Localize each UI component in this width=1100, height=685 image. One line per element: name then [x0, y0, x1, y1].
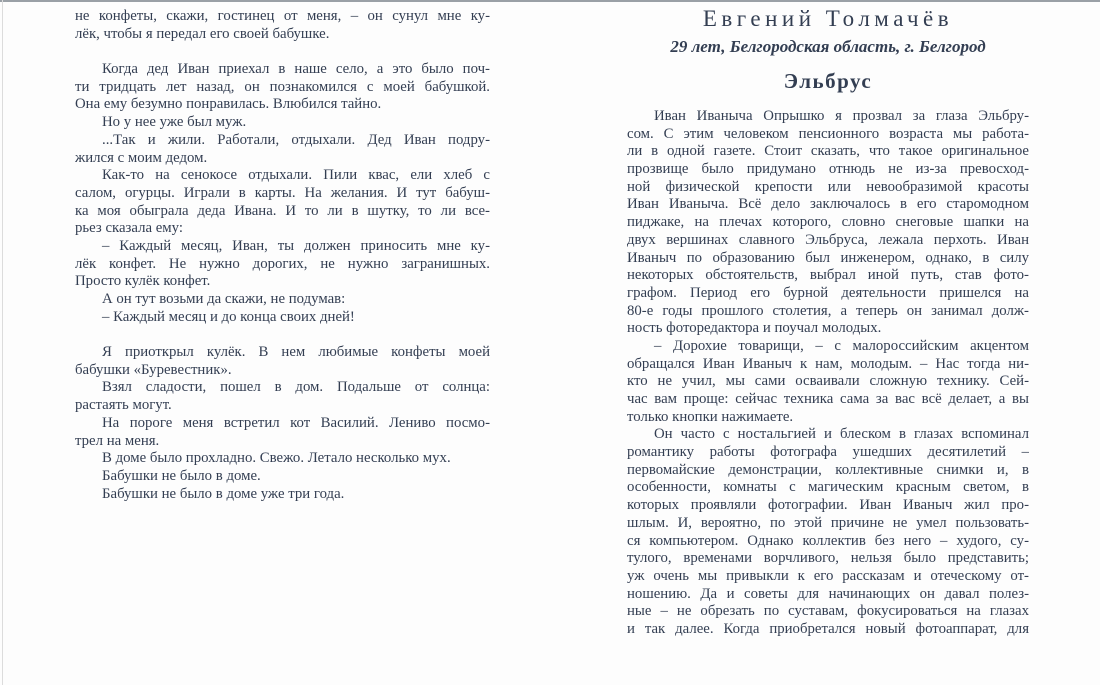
- text-line: обращался Иван Иваныч к нам, молодым. – Нас тогда ни-: [627, 355, 1029, 372]
- text-line: шлым. И, вероятно, по этой причине не умел пользовать-: [627, 514, 1029, 531]
- story-title: Эльбрус: [783, 69, 873, 93]
- text-line: которых проявляли фотографии. Иван Иваныч жил про-: [627, 497, 1029, 514]
- text-line: Бабушки не было в доме.: [102, 467, 261, 484]
- text-line: графом. Период его бурной деятельности пришелся на: [627, 284, 1029, 301]
- text-line: трел на меня.: [75, 432, 160, 449]
- text-line: романтику работы фотографа ушедших десятилетий –: [627, 444, 1029, 461]
- story-body: [627, 108, 1029, 639]
- text-line: и так далее. Когда приобретался новый фотоаппарат, для: [627, 620, 1029, 637]
- text-line: ной физической крепости или невообразимой красоты: [627, 178, 1029, 195]
- text-line: – Каждый месяц и до конца своих дней!: [102, 308, 355, 325]
- text-line: особенности, комнаты с магическим красным светом, в: [627, 479, 1029, 496]
- text-line: Иван Иваныча. Всё дело заключалось в его старомодном: [627, 196, 1029, 213]
- text-line: На пороге меня встретил кот Василий. Лениво посмо-: [102, 414, 490, 431]
- text-line: рьез сказала ему:: [75, 220, 183, 237]
- text-line: ся компьютером. Однако коллектив без него – худого, су-: [627, 532, 1029, 549]
- text-line: лёк, чтобы я передал его своей бабушке.: [75, 25, 330, 42]
- text-line: прозвище было придумано отнюдь не из-за превосход-: [627, 161, 1029, 178]
- text-line: ка моя обыграла деда Ивана. И то ли в шутку, то ли все-: [75, 202, 490, 219]
- text-line: Я приоткрыл кулёк. В нем любимые конфеты моей: [102, 344, 490, 361]
- text-line: ли в одной газете. Стоит сказать, что такое оригинальное: [627, 143, 1029, 160]
- text-line: уж очень мы привыкли к его рассказам и отеческому от-: [627, 567, 1029, 584]
- text-line: салом, огурцы. Играли в карты. На желания. И тут бабуш-: [75, 184, 490, 201]
- text-line: Она ему безумно понравилась. Влюбился тайно.: [75, 96, 382, 113]
- paragraph-gap: [75, 43, 490, 61]
- text-line: Просто кулёк конфет.: [75, 273, 211, 290]
- paragraph-gap: [75, 326, 490, 344]
- text-line: Бабушки не было в доме уже три года.: [102, 485, 345, 502]
- author-name: Евгений Толмачёв: [702, 6, 954, 31]
- text-line: ношению. Да и советы для начинающих он давал полез-: [627, 585, 1029, 602]
- text-line: жился с моим дедом.: [75, 149, 208, 166]
- text-line: Иваныч по образованию был инженером, однако, в силу: [627, 249, 1029, 266]
- text-line: А он тут возьми да скажи, не подумав:: [102, 291, 346, 307]
- text-line: час вам проще: сейчас техника сама за вас всё делает, а вы: [627, 391, 1029, 407]
- page-top-edge: [0, 0, 1100, 2]
- text-line: Но у нее уже был муж.: [102, 114, 247, 131]
- text-line: – Дорохие товарищи, – с малороссийским акцентом: [654, 337, 1029, 354]
- right-page-column: [627, 4, 1029, 682]
- text-line: В доме было прохладно. Свежо. Летало несколько мух.: [102, 450, 451, 467]
- text-line: бабушки «Буревестник».: [75, 361, 232, 378]
- page-left-edge: [2, 0, 3, 685]
- text-line: тулого, временами ворчливого, нельзя было представить;: [627, 550, 1029, 567]
- text-line: некоторых обстоятельств, выбрал иной путь, став фото-: [627, 267, 1029, 284]
- text-line: – Каждый месяц, Иван, ты должен приносить мне ку-: [102, 237, 490, 254]
- author-byline: 29 лет, Белгородская область, г. Белгород: [670, 37, 986, 56]
- text-line: пиджаке, на плечах которого, словно снеговые шапки на: [627, 214, 1029, 231]
- text-line: Он часто с ностальгией и блеском в глазах вспоминал: [654, 426, 1029, 443]
- text-line: двух вершинах славного Эльбруса, лежала перхоть. Иван: [627, 231, 1029, 248]
- text-line: Как-то на сенокосе отдыхали. Пили квас, ели хлеб с: [102, 167, 490, 184]
- text-line: 80-е годы прошлого столетия, а теперь он занимал долж-: [627, 302, 1029, 319]
- text-line: только кнопки нажимаете.: [627, 408, 794, 425]
- text-line: ти тридцать лет назад, он познакомился с моей бабушкой.: [75, 78, 490, 95]
- text-line: сом. С этим человеком пенсионного возраста мы работа-: [627, 125, 1029, 142]
- text-line: не конфеты, скажи, гостинец от меня, – он сунул мне ку-: [75, 8, 490, 24]
- text-line: ные – не обрезать по суставам, фокусироваться на глазах: [627, 603, 1029, 620]
- text-line: Иван Иваныча Опрышко я прозвал за глаза Эльбру-: [654, 108, 1029, 124]
- left-page-column: [75, 8, 490, 668]
- text-line: первомайские демонстрации, коллективные снимки и, в: [627, 461, 1029, 478]
- text-line: ...Так и жили. Работали, отдыхали. Дед Иван подру-: [102, 131, 490, 148]
- text-line: Когда дед Иван приехал в наше село, а это было поч-: [102, 61, 490, 78]
- text-line: лёк конфет. Не нужно дорогих, не нужно загранишных.: [75, 255, 490, 272]
- text-line: Взял сладости, пошел в дом. Подальше от солнца:: [102, 379, 490, 396]
- text-line: кто не учил, мы сами осваивали сложную технику. Сей-: [627, 373, 1029, 390]
- text-line: растаять могут.: [75, 397, 172, 414]
- text-line: ность фоторедактора и поучал молодых.: [627, 320, 882, 337]
